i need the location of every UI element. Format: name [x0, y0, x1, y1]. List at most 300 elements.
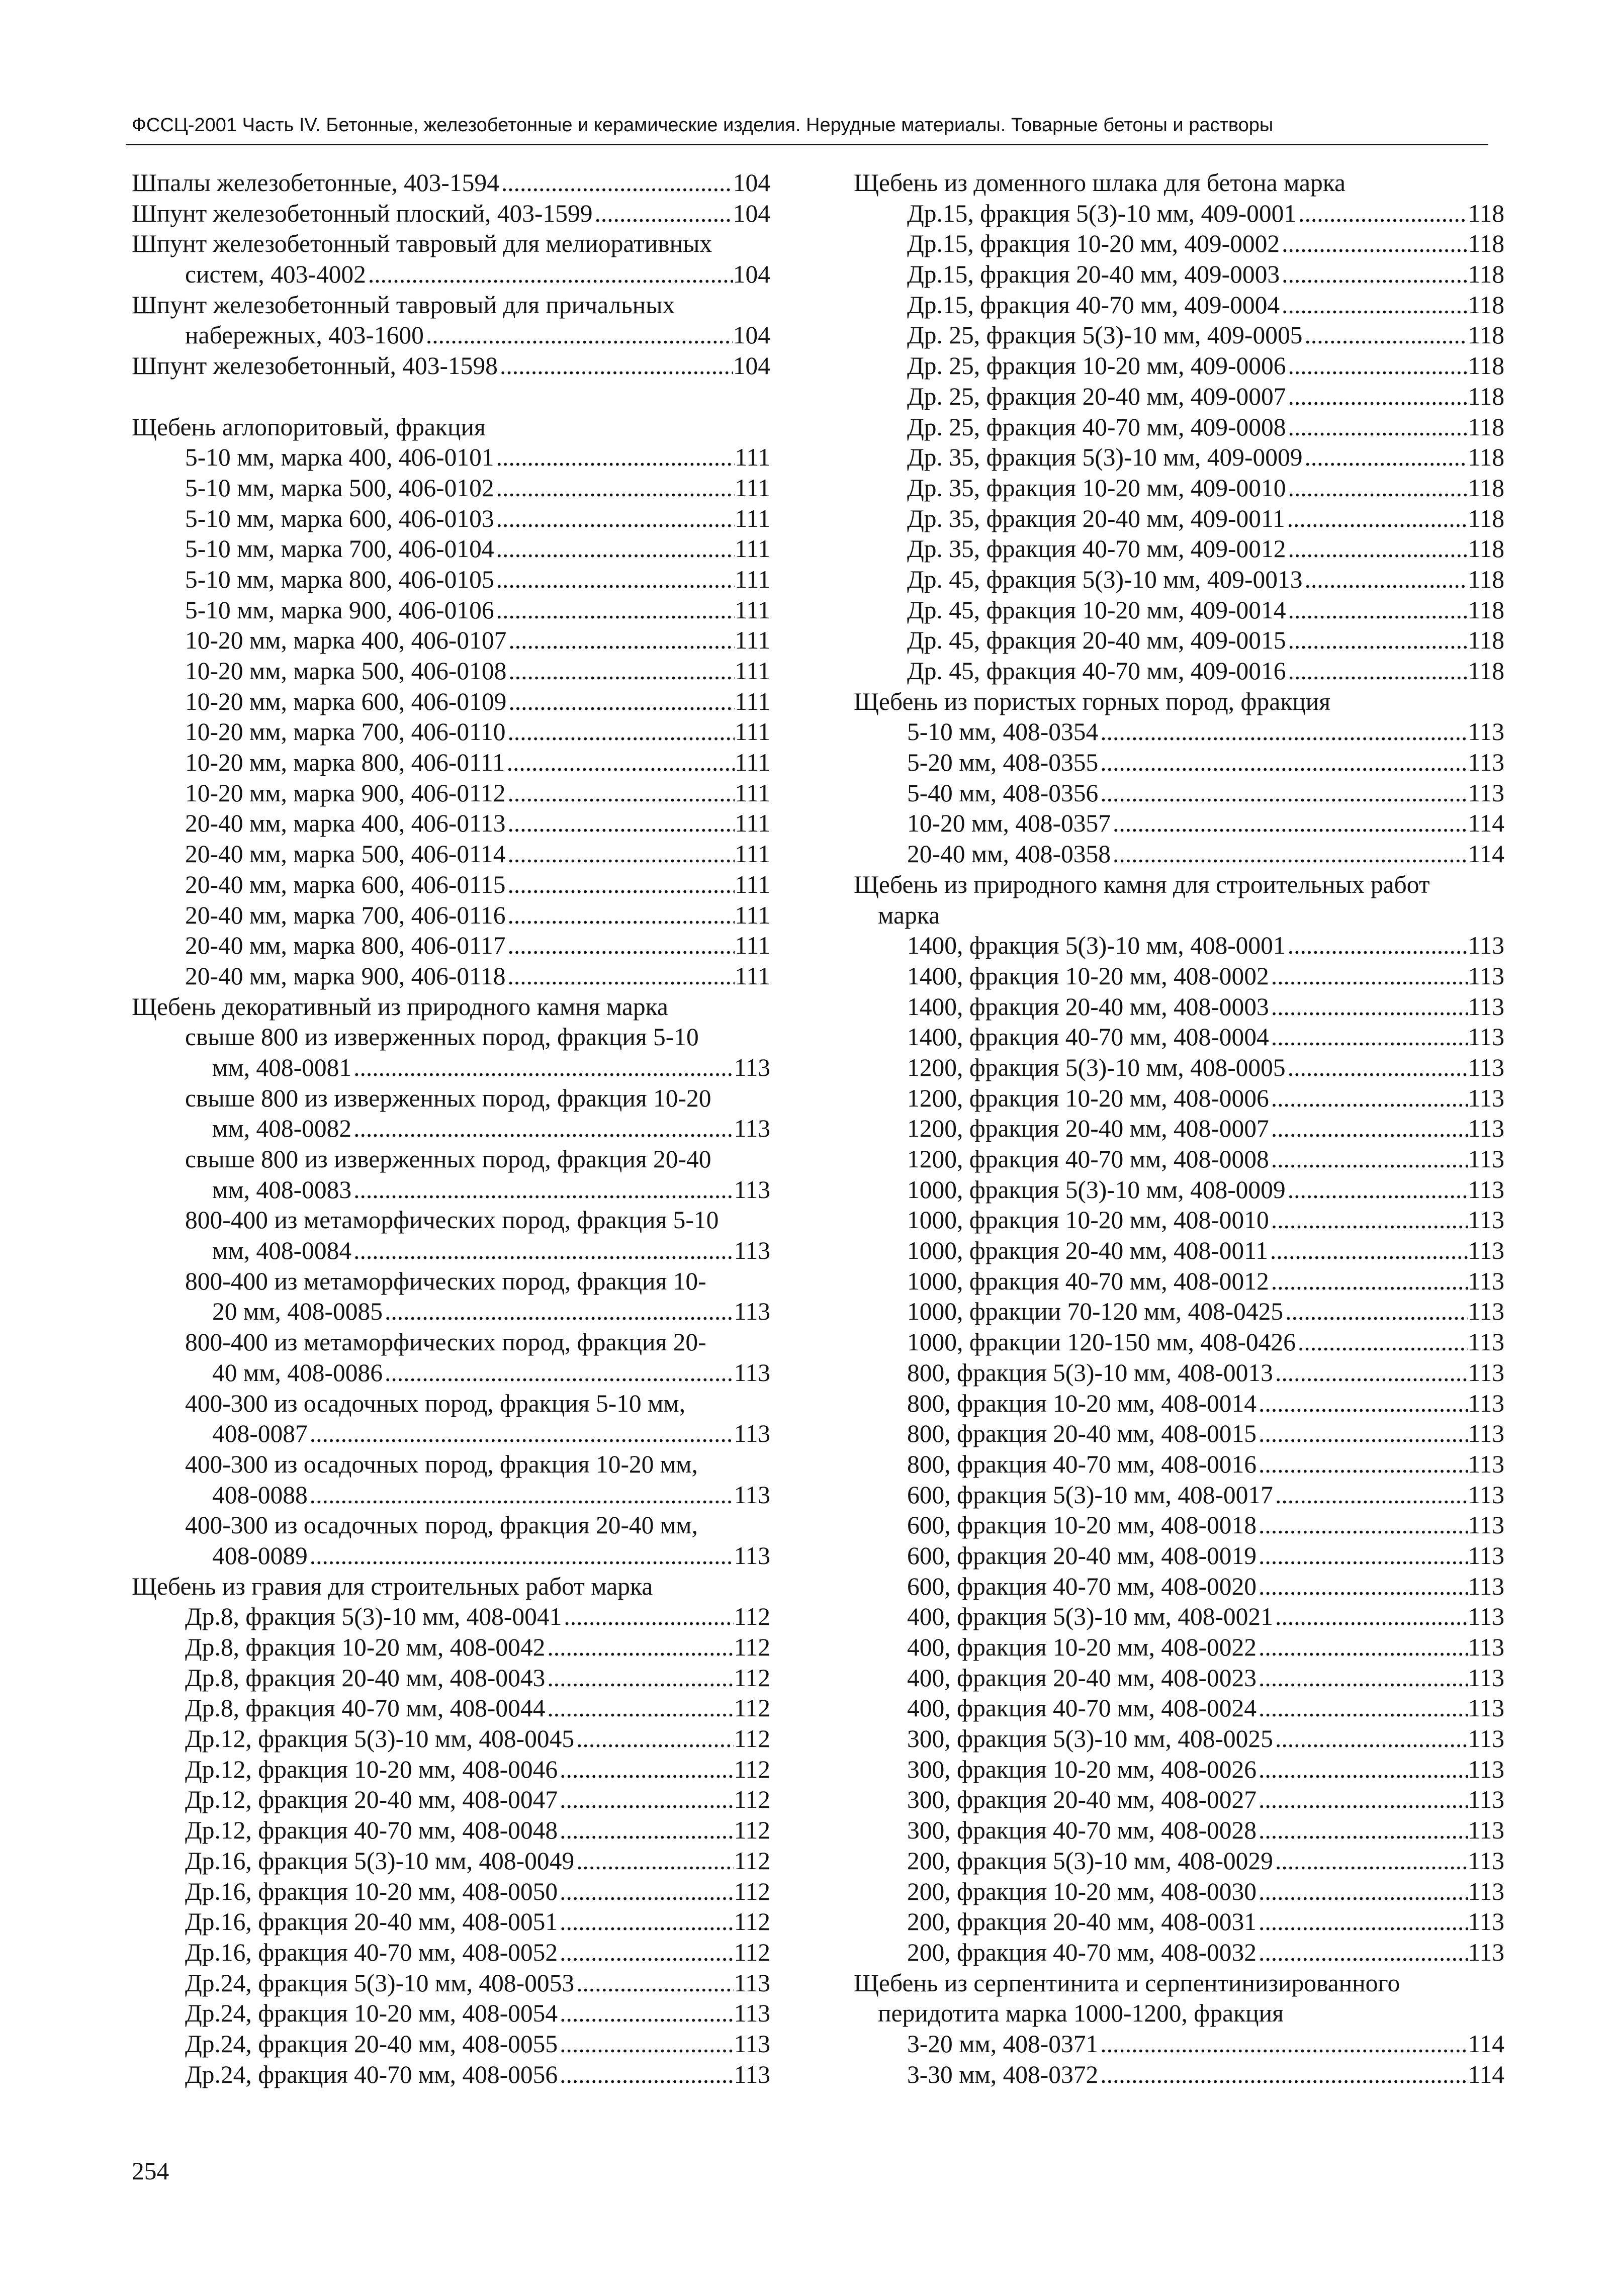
index-entry — [854, 534, 1504, 565]
entry-text: 20-40 мм, марка 600, 406-0115 — [185, 870, 506, 898]
entry-page-number: 118 — [1468, 291, 1504, 319]
entry-text: Др. 25, фракция 5(3)-10 мм, 409-0005 — [907, 321, 1303, 349]
entry-page-number: 113 — [1468, 1755, 1504, 1783]
entry-page-number: 113 — [734, 1541, 770, 1570]
running-header: ФССЦ-2001 Часть IV. Бетонные, железобетонные и керамические изделия. Нерудные материалы. Товарные бетоны и растворы — [132, 115, 1274, 136]
entry-text: 1000, фракция 20-40 мм, 408-0011 — [907, 1237, 1268, 1265]
entry-text: 3-20 мм, 408-0371 — [907, 2030, 1099, 2058]
entry-page-number: 113 — [1468, 1938, 1504, 1966]
entry-text: 800, фракция 5(3)-10 мм, 408-0013 — [907, 1358, 1273, 1387]
entry-text: 200, фракция 10-20 мм, 408-0030 — [907, 1877, 1257, 1905]
entry-text: Др. 25, фракция 10-20 мм, 409-0006 — [907, 352, 1286, 380]
entry-page-number: 113 — [1468, 1206, 1504, 1234]
entry-text: 300, фракция 20-40 мм, 408-0027 — [907, 1786, 1257, 1814]
dot-leader — [506, 961, 735, 992]
entry-page-number: 113 — [734, 1481, 770, 1509]
entry-page-number: 113 — [1468, 779, 1504, 807]
dot-leader — [1269, 1114, 1468, 1144]
index-entry — [854, 1083, 1504, 1114]
index-entry — [132, 1785, 770, 1815]
index-entry — [854, 2060, 1504, 2090]
index-entry — [854, 625, 1504, 656]
entry-page-number: 111 — [735, 565, 770, 593]
index-entry — [854, 1144, 1504, 1175]
entry-page-number: 113 — [734, 1237, 770, 1265]
dot-leader — [592, 199, 733, 229]
entry-text: 5-20 мм, 408-0355 — [907, 749, 1099, 777]
index-heading-line — [854, 168, 1504, 199]
dot-leader — [1257, 1419, 1468, 1449]
entry-page-number: 112 — [734, 1633, 770, 1661]
index-entry — [854, 382, 1504, 412]
index-entry — [854, 259, 1504, 290]
dot-leader — [574, 1968, 734, 1999]
entry-text: 1000, фракция 10-20 мм, 408-0010 — [907, 1206, 1269, 1234]
entry-text: 200, фракция 20-40 мм, 408-0031 — [907, 1908, 1257, 1936]
index-entry — [132, 1938, 770, 1968]
entry-page-number: 114 — [1468, 2060, 1504, 2088]
index-entry — [854, 1022, 1504, 1053]
index-entry — [132, 2060, 770, 2090]
entry-text: Др. 45, фракция 10-20 мм, 409-0014 — [907, 596, 1286, 624]
index-entry — [854, 1785, 1504, 1815]
index-heading-line — [132, 290, 770, 321]
dot-leader — [1257, 1572, 1468, 1602]
index-entry — [854, 229, 1504, 259]
entry-text: 1400, фракция 10-20 мм, 408-0002 — [907, 962, 1269, 990]
dot-leader — [558, 1998, 734, 2029]
entry-text: 300, фракция 5(3)-10 мм, 408-0025 — [907, 1725, 1273, 1753]
dot-leader — [558, 1785, 734, 1815]
dot-leader — [506, 870, 735, 900]
index-heading-line — [132, 1144, 770, 1175]
dot-leader — [1273, 1602, 1468, 1632]
dot-leader — [351, 1236, 734, 1266]
index-entry — [854, 1877, 1504, 1907]
dot-leader — [1285, 504, 1468, 534]
dot-leader — [351, 1053, 734, 1083]
entry-text: мм, 408-0084 — [212, 1237, 352, 1265]
entry-page-number: 112 — [734, 1847, 770, 1875]
entry-page-number: 113 — [1468, 1267, 1504, 1295]
entry-text: 20-40 мм, марка 400, 406-0113 — [185, 809, 506, 838]
entry-text: 800, фракция 10-20 мм, 408-0014 — [907, 1389, 1257, 1417]
index-heading-line — [132, 1449, 770, 1480]
entry-page-number: 113 — [1468, 1725, 1504, 1753]
dot-leader — [505, 748, 735, 778]
entry-page-number: 118 — [1468, 382, 1504, 410]
index-entry — [132, 1815, 770, 1846]
entry-text: Др.24, фракция 40-70 мм, 408-0056 — [185, 2060, 558, 2088]
entry-text: Др. 25, фракция 40-70 мм, 409-0008 — [907, 413, 1286, 441]
dot-leader — [1280, 290, 1468, 321]
entry-page-number: 113 — [1468, 992, 1504, 1021]
entry-text: марка — [878, 901, 940, 929]
dot-leader — [1269, 1205, 1468, 1236]
dot-leader — [558, 1877, 734, 1907]
index-entry — [854, 565, 1504, 595]
entry-text: Др.16, фракция 20-40 мм, 408-0051 — [185, 1908, 558, 1936]
entry-text: Др.8, фракция 40-70 мм, 408-0044 — [185, 1694, 546, 1722]
entry-page-number: 111 — [735, 504, 770, 532]
index-entry — [854, 1663, 1504, 1694]
entry-text: Шпунт железобетонный плоский, 403-1599 — [132, 199, 593, 227]
index-entry — [854, 1510, 1504, 1541]
dot-leader — [558, 2029, 734, 2060]
entry-page-number: 118 — [1468, 657, 1504, 685]
index-entry — [854, 1755, 1504, 1785]
index-entry — [132, 565, 770, 595]
entry-text: 200, фракция 40-70 мм, 408-0032 — [907, 1938, 1257, 1966]
entry-page-number: 111 — [735, 779, 770, 807]
entry-page-number: 111 — [735, 626, 770, 655]
index-entry — [132, 1480, 770, 1511]
entry-page-number: 111 — [735, 535, 770, 563]
entry-text: 20-40 мм, 408-0358 — [907, 840, 1111, 868]
entry-text: систем, 403-4002 — [185, 260, 366, 289]
entry-page-number: 113 — [1468, 1358, 1504, 1387]
dot-leader — [494, 442, 735, 473]
entry-text: 20-40 мм, марка 800, 406-0117 — [185, 932, 506, 960]
dot-leader — [1286, 1053, 1468, 1083]
dot-leader — [1286, 534, 1468, 565]
entry-page-number: 113 — [734, 2060, 770, 2088]
entry-text: Щебень из пористых горных пород, фракция — [854, 687, 1331, 715]
index-entry — [854, 1053, 1504, 1083]
entry-page-number: 113 — [734, 1115, 770, 1143]
index-entry — [854, 442, 1504, 473]
entry-text: свыше 800 из изверженных пород, фракция 20-40 — [185, 1145, 711, 1173]
index-entry — [854, 931, 1504, 961]
entry-text: 1200, фракция 20-40 мм, 408-0007 — [907, 1115, 1269, 1143]
dot-leader — [1257, 1632, 1468, 1663]
index-entry — [854, 1632, 1504, 1663]
entry-text: Др. 35, фракция 10-20 мм, 409-0010 — [907, 474, 1286, 502]
entry-page-number: 113 — [1468, 962, 1504, 990]
entry-page-number: 113 — [734, 1358, 770, 1387]
entry-page-number: 113 — [1468, 1237, 1504, 1265]
entry-page-number: 113 — [1468, 1481, 1504, 1509]
entry-text: 800-400 из метаморфических пород, фракция 10- — [185, 1267, 706, 1295]
index-heading-line — [132, 992, 770, 1023]
entry-page-number: 113 — [1468, 1328, 1504, 1356]
index-heading-line — [132, 1572, 770, 1602]
dot-leader — [1269, 992, 1468, 1023]
dot-leader — [494, 534, 735, 565]
entry-text: Шпалы железобетонные, 403-1594 — [132, 169, 499, 197]
entry-text: 800, фракция 40-70 мм, 408-0016 — [907, 1450, 1257, 1478]
index-entry — [132, 442, 770, 473]
index-entry — [854, 1693, 1504, 1724]
dot-leader — [1269, 1144, 1468, 1175]
index-heading-line — [132, 1266, 770, 1297]
entry-text: 1000, фракция 5(3)-10 мм, 408-0009 — [907, 1175, 1286, 1204]
entry-text: 1400, фракция 20-40 мм, 408-0003 — [907, 992, 1269, 1021]
entry-page-number: 118 — [1468, 352, 1504, 380]
entry-page-number: 112 — [734, 1786, 770, 1814]
entry-text: Др.8, фракция 5(3)-10 мм, 408-0041 — [185, 1603, 562, 1631]
dot-leader — [558, 2060, 734, 2090]
entry-page-number: 111 — [735, 474, 770, 502]
index-entry — [854, 717, 1504, 748]
dot-leader — [1098, 778, 1468, 809]
entry-text: 5-10 мм, марка 400, 406-0101 — [185, 443, 494, 472]
entry-text: свыше 800 из изверженных пород, фракция 5-10 — [185, 1023, 699, 1051]
dot-leader — [1257, 1541, 1468, 1572]
index-heading-line — [854, 1998, 1504, 2029]
dot-leader — [1257, 1815, 1468, 1846]
entry-text: 1400, фракция 5(3)-10 мм, 408-0001 — [907, 932, 1286, 960]
index-entry — [132, 717, 770, 748]
entry-text: Щебень из природного камня для строительных работ — [854, 870, 1430, 898]
entry-text: Др.16, фракция 5(3)-10 мм, 408-0049 — [185, 1847, 575, 1875]
entry-text: 1000, фракции 120-150 мм, 408-0426 — [907, 1328, 1296, 1356]
entry-page-number: 113 — [1468, 1786, 1504, 1814]
dot-leader — [1296, 1327, 1468, 1358]
entry-text: 800-400 из метаморфических пород, фракция 5-10 — [185, 1206, 719, 1234]
index-entry — [132, 748, 770, 778]
index-entry — [854, 992, 1504, 1023]
entry-page-number: 118 — [1468, 626, 1504, 655]
dot-leader — [1280, 229, 1468, 259]
dot-leader — [308, 1419, 734, 1449]
index-entry — [132, 778, 770, 809]
index-entry — [854, 748, 1504, 778]
entry-text: 5-10 мм, марка 600, 406-0103 — [185, 504, 494, 532]
entry-text: 200, фракция 5(3)-10 мм, 408-0029 — [907, 1847, 1273, 1875]
entry-page-number: 118 — [1468, 443, 1504, 472]
index-entry — [132, 1998, 770, 2029]
entry-text: 3-30 мм, 408-0372 — [907, 2060, 1099, 2088]
entry-text: Щебень аглопоритовый, фракция — [132, 413, 486, 441]
entry-text: Шпунт железобетонный тавровый для мелиоративных — [132, 230, 712, 258]
index-entry — [132, 1724, 770, 1755]
index-entry — [132, 1236, 770, 1266]
entry-text: Шпунт железобетонный, 403-1598 — [132, 352, 498, 380]
index-entry — [132, 1663, 770, 1694]
dot-leader — [383, 1358, 734, 1389]
dot-leader — [1257, 1663, 1468, 1694]
entry-page-number: 114 — [1468, 840, 1504, 868]
dot-leader — [506, 900, 735, 931]
entry-page-number: 113 — [1468, 1420, 1504, 1448]
entry-text: 400, фракция 10-20 мм, 408-0022 — [907, 1633, 1257, 1661]
entry-text: 1200, фракция 5(3)-10 мм, 408-0005 — [907, 1053, 1286, 1081]
entry-text: 400-300 из осадочных пород, фракция 20-40 мм, — [185, 1511, 698, 1539]
index-entry — [132, 839, 770, 870]
dot-leader — [1257, 1938, 1468, 1968]
dot-leader — [574, 1846, 734, 1877]
entry-page-number: 113 — [1468, 1877, 1504, 1905]
entry-page-number: 111 — [735, 870, 770, 898]
entry-page-number: 113 — [1468, 1450, 1504, 1478]
entry-text: Др.8, фракция 20-40 мм, 408-0043 — [185, 1664, 546, 1692]
entry-text: Др.24, фракция 20-40 мм, 408-0055 — [185, 2030, 558, 2058]
entry-page-number: 112 — [734, 1694, 770, 1722]
dot-leader — [1273, 1724, 1468, 1755]
index-entry — [854, 1724, 1504, 1755]
index-entry — [132, 168, 770, 199]
index-entry — [854, 1358, 1504, 1389]
dot-leader — [545, 1663, 734, 1694]
entry-page-number: 111 — [735, 718, 770, 746]
dot-leader — [1286, 625, 1468, 656]
entry-page-number: 113 — [1468, 1603, 1504, 1631]
index-column-left — [132, 168, 770, 2090]
entry-page-number: 113 — [734, 2030, 770, 2058]
index-entry — [854, 473, 1504, 504]
dot-leader — [1280, 259, 1468, 290]
entry-page-number: 113 — [734, 1298, 770, 1326]
entry-page-number: 112 — [734, 1603, 770, 1631]
entry-text: Др.15, фракция 20-40 мм, 409-0003 — [907, 260, 1280, 289]
entry-text: 1200, фракция 40-70 мм, 408-0008 — [907, 1145, 1269, 1173]
index-entry — [132, 504, 770, 534]
entry-page-number: 111 — [735, 932, 770, 960]
dot-leader — [1286, 412, 1468, 443]
index-heading-line — [132, 1022, 770, 1053]
index-column-right — [854, 168, 1504, 2090]
index-entry — [132, 259, 770, 290]
index-entry — [132, 900, 770, 931]
entry-text: Др. 35, фракция 5(3)-10 мм, 409-0009 — [907, 443, 1303, 472]
entry-page-number: 113 — [734, 1053, 770, 1081]
entry-page-number: 113 — [734, 1420, 770, 1448]
entry-text: Др. 35, фракция 40-70 мм, 409-0012 — [907, 535, 1286, 563]
dot-leader — [1286, 595, 1468, 626]
entry-page-number: 113 — [1468, 1175, 1504, 1204]
dot-leader — [1098, 717, 1468, 748]
index-entry — [132, 687, 770, 717]
entry-page-number: 113 — [1468, 1023, 1504, 1051]
index-entry — [132, 1907, 770, 1938]
entry-text: 10-20 мм, марка 400, 406-0107 — [185, 626, 507, 655]
entry-text: 400, фракция 40-70 мм, 408-0024 — [907, 1694, 1257, 1722]
entry-text: 300, фракция 40-70 мм, 408-0028 — [907, 1816, 1257, 1845]
index-heading-line — [132, 1510, 770, 1541]
entry-text: Др.15, фракция 5(3)-10 мм, 409-0001 — [907, 199, 1297, 227]
entry-page-number: 113 — [1468, 1541, 1504, 1570]
entry-text: 10-20 мм, 408-0357 — [907, 809, 1111, 838]
entry-text: мм, 408-0082 — [212, 1115, 352, 1143]
dot-leader — [1257, 1510, 1468, 1541]
entry-page-number: 113 — [1468, 1572, 1504, 1600]
dot-leader — [1268, 1236, 1468, 1266]
entry-page-number: 113 — [1468, 1145, 1504, 1173]
index-heading-line — [132, 412, 770, 443]
entry-page-number: 112 — [734, 1725, 770, 1753]
entry-page-number: 111 — [735, 809, 770, 838]
entry-page-number: 113 — [1468, 1908, 1504, 1936]
entry-text: 1200, фракция 10-20 мм, 408-0006 — [907, 1084, 1269, 1112]
index-entry — [854, 290, 1504, 321]
entry-page-number: 118 — [1468, 535, 1504, 563]
dot-leader — [494, 565, 735, 595]
entry-page-number: 111 — [735, 596, 770, 624]
entry-page-number: 111 — [735, 687, 770, 715]
index-entry — [132, 961, 770, 992]
entry-page-number: 113 — [1468, 1694, 1504, 1722]
entry-text: Др.8, фракция 10-20 мм, 408-0042 — [185, 1633, 546, 1661]
entry-text: 600, фракция 10-20 мм, 408-0018 — [907, 1511, 1257, 1539]
index-entry — [132, 1632, 770, 1663]
dot-leader — [1257, 1907, 1468, 1938]
entry-page-number: 118 — [1468, 321, 1504, 349]
dot-leader — [1286, 382, 1468, 412]
index-entry — [132, 351, 770, 382]
entry-text: Др.16, фракция 10-20 мм, 408-0050 — [185, 1877, 558, 1905]
entry-page-number: 104 — [733, 321, 770, 349]
entry-page-number: 113 — [1468, 749, 1504, 777]
page-number: 254 — [132, 2157, 169, 2185]
index-entry — [132, 320, 770, 351]
dot-leader — [1269, 1266, 1468, 1297]
index-entry — [132, 1419, 770, 1449]
index-entry — [854, 1389, 1504, 1419]
dot-leader — [1269, 1083, 1468, 1114]
index-entry — [132, 1175, 770, 1206]
index-entry — [132, 595, 770, 626]
entry-page-number: 114 — [1468, 2030, 1504, 2058]
dot-leader — [574, 1724, 734, 1755]
index-entry — [854, 1938, 1504, 1968]
entry-page-number: 118 — [1468, 596, 1504, 624]
dot-leader — [1111, 808, 1468, 839]
entry-text: Др. 45, фракция 20-40 мм, 409-0015 — [907, 626, 1286, 655]
index-entry — [854, 2029, 1504, 2060]
dot-leader — [506, 839, 735, 870]
entry-text: Щебень из доменного шлака для бетона марка — [854, 169, 1346, 197]
entry-page-number: 118 — [1468, 565, 1504, 593]
dot-leader — [1273, 1846, 1468, 1877]
index-heading-line — [132, 1083, 770, 1114]
entry-page-number: 104 — [733, 352, 770, 380]
dot-leader — [1296, 199, 1468, 229]
entry-text: 800, фракция 20-40 мм, 408-0015 — [907, 1420, 1257, 1448]
entry-text: 400-300 из осадочных пород, фракция 5-10 мм, — [185, 1389, 686, 1417]
entry-text: 10-20 мм, марка 800, 406-0111 — [185, 749, 505, 777]
entry-text: 20-40 мм, марка 700, 406-0116 — [185, 901, 506, 929]
entry-page-number: 113 — [1468, 1053, 1504, 1081]
entry-text: 800-400 из метаморфических пород, фракция 20- — [185, 1328, 706, 1356]
index-entry — [854, 1114, 1504, 1144]
entry-text: Др.24, фракция 10-20 мм, 408-0054 — [185, 1999, 558, 2028]
entry-text: 400, фракция 20-40 мм, 408-0023 — [907, 1664, 1257, 1692]
dot-leader — [558, 1755, 734, 1785]
entry-text: 5-10 мм, марка 700, 406-0104 — [185, 535, 494, 563]
entry-page-number: 104 — [733, 199, 770, 227]
entry-page-number: 111 — [735, 901, 770, 929]
entry-page-number: 113 — [1468, 1847, 1504, 1875]
dot-leader — [1111, 839, 1468, 870]
entry-text: 10-20 мм, марка 600, 406-0109 — [185, 687, 507, 715]
dot-leader — [1302, 320, 1468, 351]
index-entry — [854, 961, 1504, 992]
dot-leader — [351, 1114, 734, 1144]
entry-text: Др.24, фракция 5(3)-10 мм, 408-0053 — [185, 1969, 575, 1997]
dot-leader — [1257, 1755, 1468, 1785]
index-entry — [132, 1114, 770, 1144]
index-entry — [132, 1358, 770, 1389]
index-entry — [132, 1053, 770, 1083]
entry-page-number: 118 — [1468, 199, 1504, 227]
dot-leader — [1269, 1022, 1468, 1053]
dot-leader — [383, 1297, 734, 1327]
entry-page-number: 113 — [1468, 932, 1504, 960]
dot-leader — [558, 1815, 734, 1846]
dot-leader — [1098, 748, 1468, 778]
index-entry — [132, 1877, 770, 1907]
